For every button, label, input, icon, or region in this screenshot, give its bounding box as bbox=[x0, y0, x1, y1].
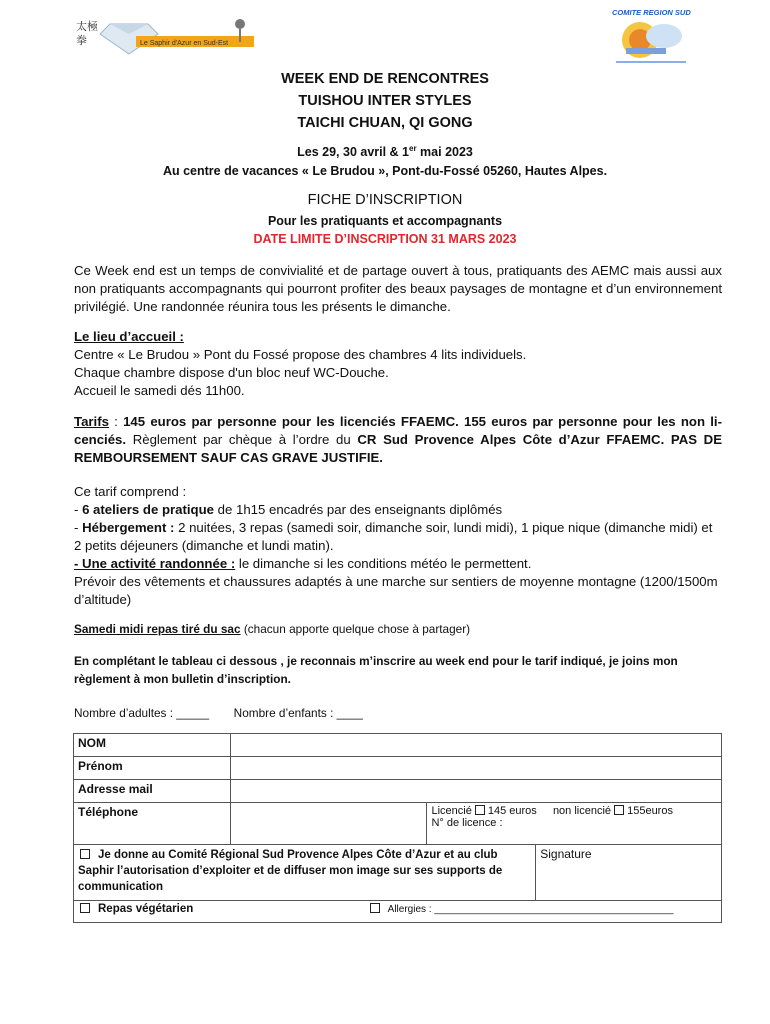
signature-label: Signature bbox=[540, 847, 592, 861]
svg-text:拳: 拳 bbox=[76, 34, 87, 47]
club-logo bbox=[70, 14, 258, 56]
comprend-heading: Ce tarif comprend : bbox=[74, 484, 187, 499]
event-dates: Les 29, 30 avril & 1er mai 2023 bbox=[297, 144, 473, 160]
registration-table bbox=[73, 733, 722, 923]
prenom-label: Prénom bbox=[74, 757, 231, 780]
tarifs-heading: Tarifs bbox=[74, 414, 109, 429]
deadline: DATE LIMITE D’INSCRIPTION 31 MARS 2023 bbox=[253, 232, 517, 246]
lieu-heading: Le lieu d’accueil : bbox=[74, 329, 184, 344]
vegetarian-label: Repas végétarien bbox=[98, 903, 194, 915]
event-title-line2: TUISHOU INTER STYLES bbox=[298, 93, 472, 109]
licence-number-field[interactable]: N° de licence : bbox=[431, 817, 503, 829]
nom-label: NOM bbox=[74, 734, 231, 757]
allergies-field[interactable]: Allergies : ___________________________________________ bbox=[387, 904, 674, 915]
form-subtitle: Pour les pratiquants et accompagnants bbox=[267, 214, 503, 228]
lieu-line1: Centre « Le Brudou » Pont du Fossé propose des chambres 4 lits individuels. bbox=[74, 347, 527, 362]
nom-field[interactable] bbox=[230, 734, 721, 757]
comprend-item-hebergement: - Hébergement : 2 nuitées, 3 repas (samedi soir, dimanche soir, lundi midi), 1 pique nique (dimanche midi) et 2 petits déjeuners (dimanche et lundi matin). bbox=[74, 520, 713, 553]
samedi-note: Samedi midi repas tiré du sac (chacun apporte quelque chose à partager) bbox=[74, 622, 471, 636]
vegetarian-checkbox[interactable] bbox=[80, 903, 90, 913]
prenom-field[interactable] bbox=[230, 757, 721, 780]
event-title-line3: TAICHI CHUAN, QI GONG bbox=[297, 115, 473, 131]
event-location: Au centre de vacances « Le Brudou », Pont-du-Fossé 05260, Hautes Alpes. bbox=[162, 164, 608, 178]
comprend-item-equipement: Prévoir des vêtements et chaussures adaptés à une marche sur sentiers de moyenne montagne (1200/1500m d’altitude) bbox=[74, 574, 718, 607]
event-title-line1: WEEK END DE RENCONTRES bbox=[281, 71, 489, 87]
svg-text:太極: 太極 bbox=[76, 20, 98, 33]
licence-cell: Licencié 145 euros non licencié 155euros N° de licence : bbox=[427, 803, 722, 845]
comite-logo bbox=[606, 6, 694, 68]
comprend-item-randonnee: - Une activité randonnée : le dimanche si les conditions météo le permettent. bbox=[74, 556, 532, 571]
licencie-checkbox[interactable] bbox=[475, 805, 485, 815]
allergies-checkbox[interactable] bbox=[370, 903, 380, 913]
participant-counts bbox=[74, 704, 722, 722]
image-consent-checkbox[interactable] bbox=[80, 849, 90, 859]
lieu-line2: Chaque chambre dispose d'un bloc neuf WC-Douche. bbox=[74, 365, 389, 380]
tarifs-refund: . PAS DE REMBOURSEMENT SAUF CAS GRAVE JUSTIFIE. bbox=[74, 432, 722, 465]
comite-logo-text: COMITE REGION SUD bbox=[612, 8, 691, 17]
non-licencie-checkbox[interactable] bbox=[614, 805, 624, 815]
engagement-text: En complétant le tableau ci dessous , je reconnais m’inscrire au week end pour le tarif indiqué, je joins mon règlement à mon bulletin d’inscription. bbox=[74, 654, 678, 686]
tarifs-paragraph: Tarifs : 145 euros par personne pour les licenciés FFAEMC. 155 euros par personne pour les non li-cenciés. Règlement par chèque à l’ordre du CR Sud Provence Alpes Côte d’Azur FFAEMC. PAS DE REMBOURSEMENT SAUF CAS GRAVE JUSTIFIE. bbox=[74, 414, 722, 465]
image-consent-cell bbox=[74, 845, 536, 901]
intro-paragraph: Ce Week end est un temps de convivialité et de partage ouvert à tous, pratiquants des AEMC mais aussi aux non pratiquants accompagnants qui pourront profiter des beaux paysages de montagne et d’un environnement privilégié. Une randonnée réunira tous les présents le dimanche. bbox=[74, 263, 722, 314]
email-field[interactable] bbox=[230, 780, 721, 803]
image-consent-text: Je donne au Comité Régional Sud Provence Alpes Côte d’Azur et au club Saphir l’autorisation d’exploiter et de diffuser mon image sur ses supports de communication bbox=[78, 849, 503, 893]
form-title: FICHE D’INSCRIPTION bbox=[307, 192, 463, 208]
tarifs-prices: 145 euros par personne pour les licenciés FFAEMC. 155 euros par personne pour les non li-cenciés. bbox=[74, 414, 722, 447]
email-label: Adresse mail bbox=[74, 780, 231, 803]
club-logo-text: Le Saphir d'Azur en Sud-Est bbox=[140, 40, 229, 47]
signature-field[interactable] bbox=[536, 845, 722, 901]
tarifs-payee: CR Sud Provence Alpes Côte d’Azur FFAEMC bbox=[357, 432, 661, 447]
comprend-section bbox=[74, 483, 722, 609]
phone-field[interactable] bbox=[230, 803, 427, 845]
children-count-field[interactable]: Nombre d’enfants : ____ bbox=[233, 706, 363, 720]
diet-row bbox=[74, 901, 722, 923]
lieu-line3: Accueil le samedi dés 11h00. bbox=[74, 383, 245, 398]
phone-label: Téléphone bbox=[74, 803, 231, 845]
adults-count-field[interactable]: Nombre d’adultes : _____ bbox=[74, 706, 210, 720]
comprend-item-ateliers: - 6 ateliers de pratique de 1h15 encadrés par des enseignants diplômés bbox=[74, 502, 503, 517]
lieu-section bbox=[74, 328, 722, 400]
